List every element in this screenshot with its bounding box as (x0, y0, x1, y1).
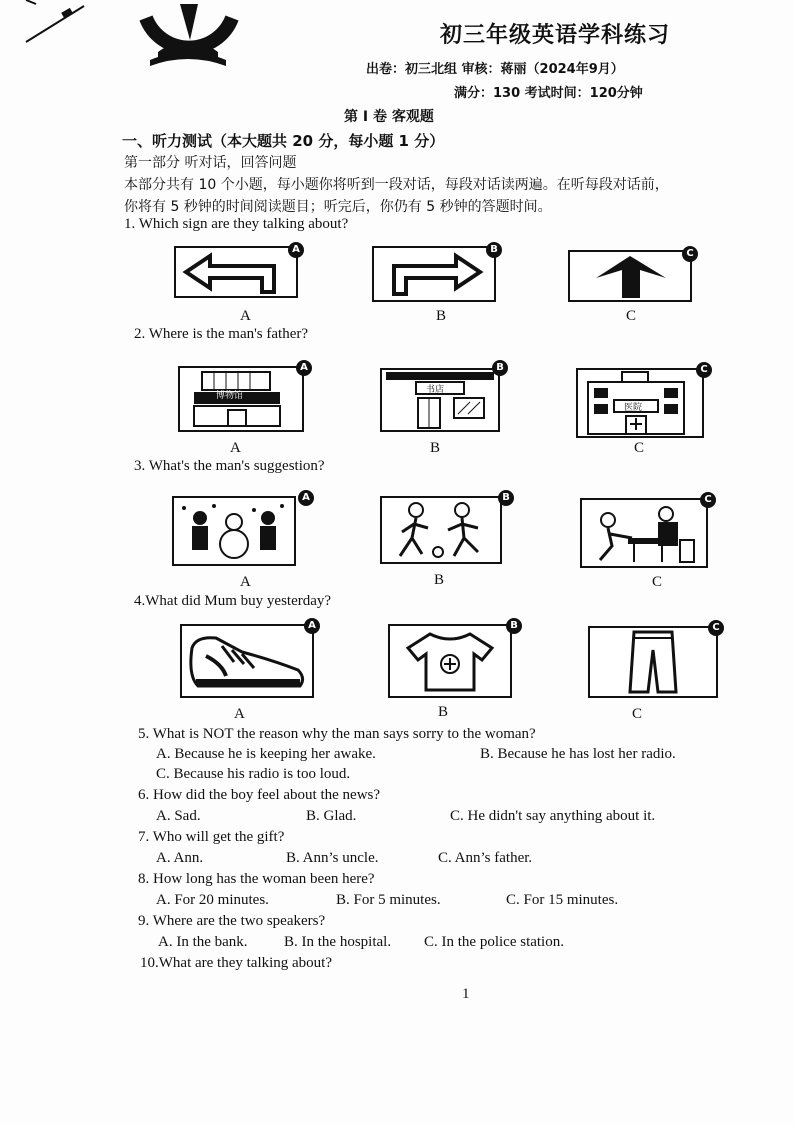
badge-3a: A (298, 490, 314, 506)
author-line: 出卷：初三北组 审核：蒋丽（2024年9月） (366, 62, 624, 77)
picture-option-1a[interactable] (174, 246, 298, 298)
label-3c: C (652, 574, 663, 590)
option-7b[interactable]: B. Ann’s uncle. (286, 850, 379, 866)
page-title: 初三年级英语学科练习 (440, 23, 671, 48)
score-time-line: 满分：130 考试时间：120分钟 (454, 86, 643, 101)
label-4b: B (438, 704, 449, 720)
arrow-turn-left-icon (176, 248, 296, 296)
section-title: 一、听力测试（本大题共 20 分，每小题 1 分） (122, 132, 445, 150)
sign-hospital: 医院 (624, 403, 643, 413)
school-logo-icon (128, 0, 248, 80)
picture-option-3a[interactable] (172, 496, 296, 566)
picture-option-3b[interactable] (380, 496, 502, 564)
label-1c: C (626, 308, 637, 324)
option-6b[interactable]: B. Glad. (306, 808, 357, 824)
badge-2c: C (696, 362, 712, 378)
sneaker-icon (182, 626, 312, 696)
option-9c[interactable]: C. In the police station. (424, 934, 564, 950)
intro-line-2: 你将有 5 秒钟的时间阅读题目；听完后，你仍有 5 秒钟的答题时间。 (124, 199, 552, 215)
badge-4c: C (708, 620, 724, 636)
option-7a[interactable]: A. Ann. (156, 850, 204, 866)
label-3b: B (434, 572, 445, 588)
picture-option-3c[interactable] (580, 498, 708, 568)
question-1: 1. Which sign are they talking about? (124, 216, 349, 232)
question-4: 4.What did Mum buy yesterday? (134, 593, 332, 609)
chess-players-icon (582, 500, 706, 566)
picture-option-1c[interactable] (568, 250, 692, 302)
picture-option-4a[interactable] (180, 624, 314, 698)
option-5b[interactable]: B. Because he has lost her radio. (480, 746, 676, 762)
picture-option-2a[interactable] (178, 366, 304, 432)
label-1a: A (240, 308, 251, 324)
part-title: 第一部分 听对话，回答问题 (124, 155, 297, 171)
sign-museum: 博物馆 (216, 391, 244, 401)
intro-line-1: 本部分共有 10 个小题，每小题你将听到一段对话，每段对话读两遍。在听每段对话前， (124, 177, 669, 193)
option-6a[interactable]: A. Sad. (156, 808, 201, 824)
label-2c: C (634, 440, 645, 456)
option-6c[interactable]: C. He didn't say anything about it. (450, 808, 656, 824)
arrow-up-icon (570, 252, 690, 300)
badge-3c: C (700, 492, 716, 508)
badge-1a: A (288, 242, 304, 258)
option-8b[interactable]: B. For 5 minutes. (336, 892, 441, 908)
trousers-icon (590, 628, 716, 696)
picture-option-2b[interactable] (380, 368, 500, 432)
label-4a: A (234, 706, 245, 722)
badge-2a: A (296, 360, 312, 376)
football-kids-icon (382, 498, 500, 562)
option-8c[interactable]: C. For 15 minutes. (506, 892, 619, 908)
option-5c[interactable]: C. Because his radio is too loud. (156, 766, 351, 782)
option-9a[interactable]: A. In the bank. (158, 934, 248, 950)
badge-2b: B (492, 360, 508, 376)
question-10: 10.What are they talking about? (140, 955, 333, 971)
picture-option-4c[interactable] (588, 626, 718, 698)
page-number: 1 (462, 986, 470, 1002)
question-6: 6. How did the boy feel about the news? (138, 787, 381, 803)
picture-option-4b[interactable] (388, 624, 512, 698)
badge-1c: C (682, 246, 698, 262)
picture-option-2c[interactable] (576, 368, 704, 438)
t-shirt-icon (390, 626, 510, 696)
corner-scribble-mark (22, 0, 92, 45)
badge-4b: B (506, 618, 522, 634)
option-9b[interactable]: B. In the hospital. (284, 934, 392, 950)
label-2b: B (430, 440, 441, 456)
snowman-kids-icon (174, 498, 294, 564)
sign-bookstore: 书店 (426, 385, 445, 395)
bookstore-building-icon (382, 370, 498, 430)
option-8a[interactable]: A. For 20 minutes. (156, 892, 269, 908)
question-2: 2. Where is the man's father? (134, 326, 309, 342)
question-7: 7. Who will get the gift? (138, 829, 285, 845)
label-3a: A (240, 574, 251, 590)
arrow-turn-right-icon (374, 248, 494, 300)
badge-4a: A (304, 618, 320, 634)
question-8: 8. How long has the woman been here? (138, 871, 375, 887)
label-2a: A (230, 440, 241, 456)
option-7c[interactable]: C. Ann’s father. (438, 850, 533, 866)
badge-3b: B (498, 490, 514, 506)
picture-option-1b[interactable] (372, 246, 496, 302)
badge-1b: B (486, 242, 502, 258)
label-4c: C (632, 706, 643, 722)
label-1b: B (436, 308, 447, 324)
question-3: 3. What's the man's suggestion? (134, 458, 325, 474)
volume-title: 第 I 卷 客观题 (344, 109, 434, 125)
question-9: 9. Where are the two speakers? (138, 913, 326, 929)
question-5: 5. What is NOT the reason why the man says sorry to the woman? (138, 726, 536, 742)
option-5a[interactable]: A. Because he is keeping her awake. (156, 746, 376, 762)
